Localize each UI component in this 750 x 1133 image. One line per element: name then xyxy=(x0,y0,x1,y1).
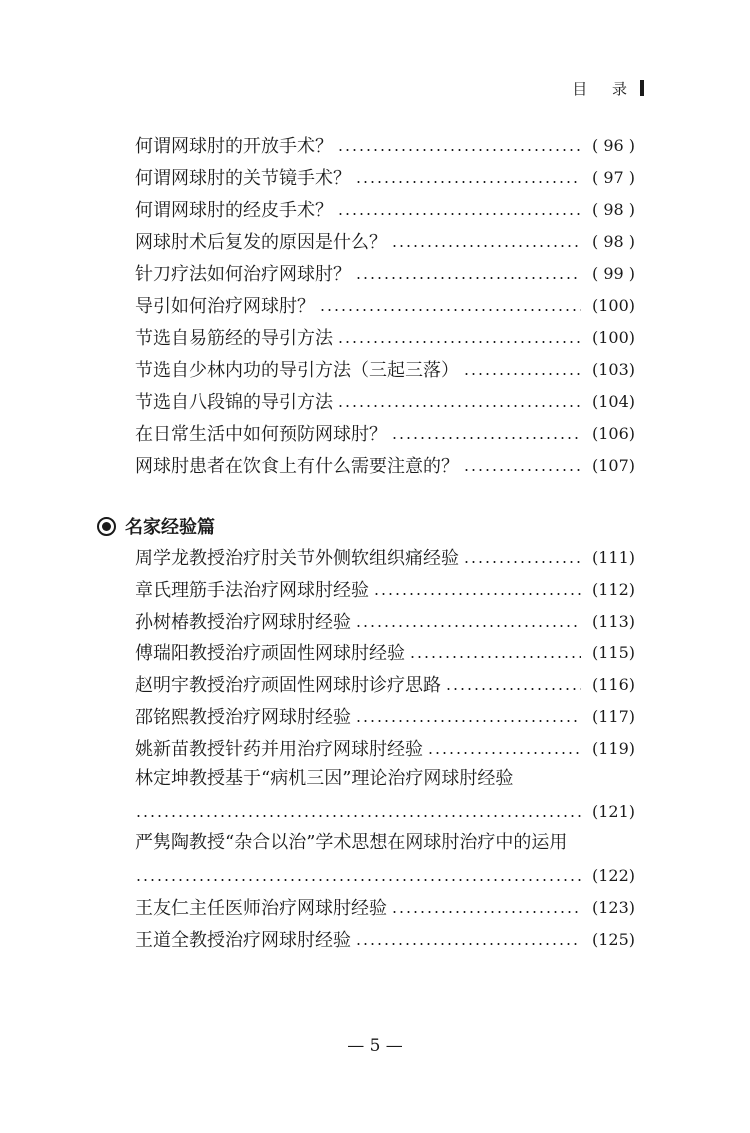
toc-entry-page: (100) xyxy=(591,295,635,315)
toc-entry[interactable] xyxy=(135,669,635,699)
toc-entry-title: 孙树椿教授治疗网球肘经验 xyxy=(135,612,351,633)
toc-entry-page: ( 98 ) xyxy=(591,231,635,251)
toc-entry-title: 何谓网球肘的开放手术？ xyxy=(135,136,333,157)
dot-leader xyxy=(355,943,581,945)
toc-entry[interactable] xyxy=(135,542,635,572)
dot-leader xyxy=(355,625,581,627)
toc-entry[interactable] xyxy=(135,226,635,256)
toc-entry-page: (122) xyxy=(591,865,635,885)
toc-entry-page: (113) xyxy=(591,611,635,631)
dot-leader xyxy=(337,213,581,215)
toc-entry-title: 王道全教授治疗网球肘经验 xyxy=(135,930,351,951)
toc-entry[interactable] xyxy=(135,194,635,224)
dot-leader xyxy=(445,688,581,690)
toc-entry-page: (115) xyxy=(591,642,635,662)
toc-entry[interactable] xyxy=(135,258,635,288)
toc-entry-page: (116) xyxy=(591,674,635,694)
toc-entry-title: 节选自少林内功的导引方法（三起三落） xyxy=(135,360,459,381)
toc-entry-title: 在日常生活中如何预防网球肘？ xyxy=(135,424,387,445)
toc-entry-page: (123) xyxy=(591,897,635,917)
dot-leader xyxy=(337,149,581,151)
dot-leader xyxy=(355,277,581,279)
dot-leader xyxy=(373,593,581,595)
toc-entry-title: 周学龙教授治疗肘关节外侧软组织痛经验 xyxy=(135,548,459,569)
toc-entry[interactable] xyxy=(135,892,635,922)
toc-entry-page: (104) xyxy=(591,391,635,411)
section-heading xyxy=(97,511,215,541)
toc-entry-page: (111) xyxy=(591,547,635,567)
toc-entry-title: 节选自八段锦的导引方法 xyxy=(135,392,333,413)
toc-entry[interactable] xyxy=(135,733,635,763)
toc-entry-title: 针刀疗法如何治疗网球肘？ xyxy=(135,264,351,285)
toc-entry-page: (107) xyxy=(591,455,635,475)
dot-leader xyxy=(355,181,581,183)
toc-entry[interactable] xyxy=(135,386,635,416)
toc-entry-title-wrapped[interactable]: 林定坤教授基于“病机三因”理论治疗网球肘经验 xyxy=(135,768,514,789)
toc-entry[interactable] xyxy=(135,418,635,448)
dot-leader xyxy=(337,405,581,407)
toc-entry-title: 网球肘术后复发的原因是什么？ xyxy=(135,232,387,253)
dot-leader xyxy=(319,309,581,311)
toc-entry-title: 导引如何治疗网球肘？ xyxy=(135,296,315,317)
toc-entry-page: (121) xyxy=(591,801,635,821)
toc-entry[interactable] xyxy=(135,322,635,352)
page-number: — 5 — xyxy=(347,1036,403,1056)
toc-entry-title: 章氏理筋手法治疗网球肘经验 xyxy=(135,580,369,601)
dot-leader xyxy=(391,911,581,913)
toc-entry[interactable] xyxy=(135,606,635,636)
dot-leader xyxy=(463,469,581,471)
dot-leader xyxy=(337,341,581,343)
toc-entry-title: 何谓网球肘的关节镜手术？ xyxy=(135,168,351,189)
toc-entry-title: 傅瑞阳教授治疗顽固性网球肘经验 xyxy=(135,643,405,664)
toc-entry[interactable] xyxy=(135,701,635,731)
toc-entry-page: (100) xyxy=(591,327,635,347)
toc-entry-page: ( 98 ) xyxy=(591,199,635,219)
toc-entry-title: 邵铭熙教授治疗网球肘经验 xyxy=(135,707,351,728)
toc-entry-page: (117) xyxy=(591,706,635,726)
header-title: 目 录 xyxy=(572,80,637,98)
dot-leader xyxy=(391,437,581,439)
toc-entry-page: ( 97 ) xyxy=(591,167,635,187)
toc-entry[interactable] xyxy=(135,450,635,480)
toc-entry-continuation[interactable] xyxy=(135,860,635,890)
dot-leader xyxy=(391,245,581,247)
section-title: 名家经验篇 xyxy=(125,517,215,538)
circle-bullet-icon xyxy=(97,517,116,536)
toc-entry-page: (103) xyxy=(591,359,635,379)
toc-entry-page: (119) xyxy=(591,738,635,758)
dot-leader xyxy=(135,879,581,881)
toc-entry-title-wrapped[interactable]: 严隽陶教授“杂合以治”学术思想在网球肘治疗中的运用 xyxy=(135,832,568,853)
toc-entry-continuation[interactable] xyxy=(135,796,635,826)
header-marker-bar xyxy=(640,80,644,96)
toc-entry[interactable] xyxy=(135,574,635,604)
toc-entry[interactable] xyxy=(135,637,635,667)
toc-entry-title: 姚新苗教授针药并用治疗网球肘经验 xyxy=(135,739,423,760)
toc-entry-title: 网球肘患者在饮食上有什么需要注意的？ xyxy=(135,456,459,477)
toc-entry-page: ( 99 ) xyxy=(591,263,635,283)
toc-entry-title: 赵明宇教授治疗顽固性网球肘诊疗思路 xyxy=(135,675,441,696)
toc-entry-page: (112) xyxy=(591,579,635,599)
toc-entry[interactable] xyxy=(135,290,635,320)
toc-entry-page: (106) xyxy=(591,423,635,443)
dot-leader xyxy=(463,561,581,563)
toc-entry[interactable] xyxy=(135,924,635,954)
toc-entry-title: 何谓网球肘的经皮手术？ xyxy=(135,200,333,221)
dot-leader xyxy=(409,656,581,658)
toc-entry[interactable] xyxy=(135,354,635,384)
toc-entry[interactable] xyxy=(135,162,635,192)
dot-leader xyxy=(135,815,581,817)
dot-leader xyxy=(463,373,581,375)
toc-entry-title: 节选自易筋经的导引方法 xyxy=(135,328,333,349)
toc-entry-title: 王友仁主任医师治疗网球肘经验 xyxy=(135,898,387,919)
toc-entry-page: ( 96 ) xyxy=(591,135,635,155)
dot-leader xyxy=(427,752,581,754)
toc-entry-page: (125) xyxy=(591,929,635,949)
dot-leader xyxy=(355,720,581,722)
toc-entry[interactable] xyxy=(135,130,635,160)
